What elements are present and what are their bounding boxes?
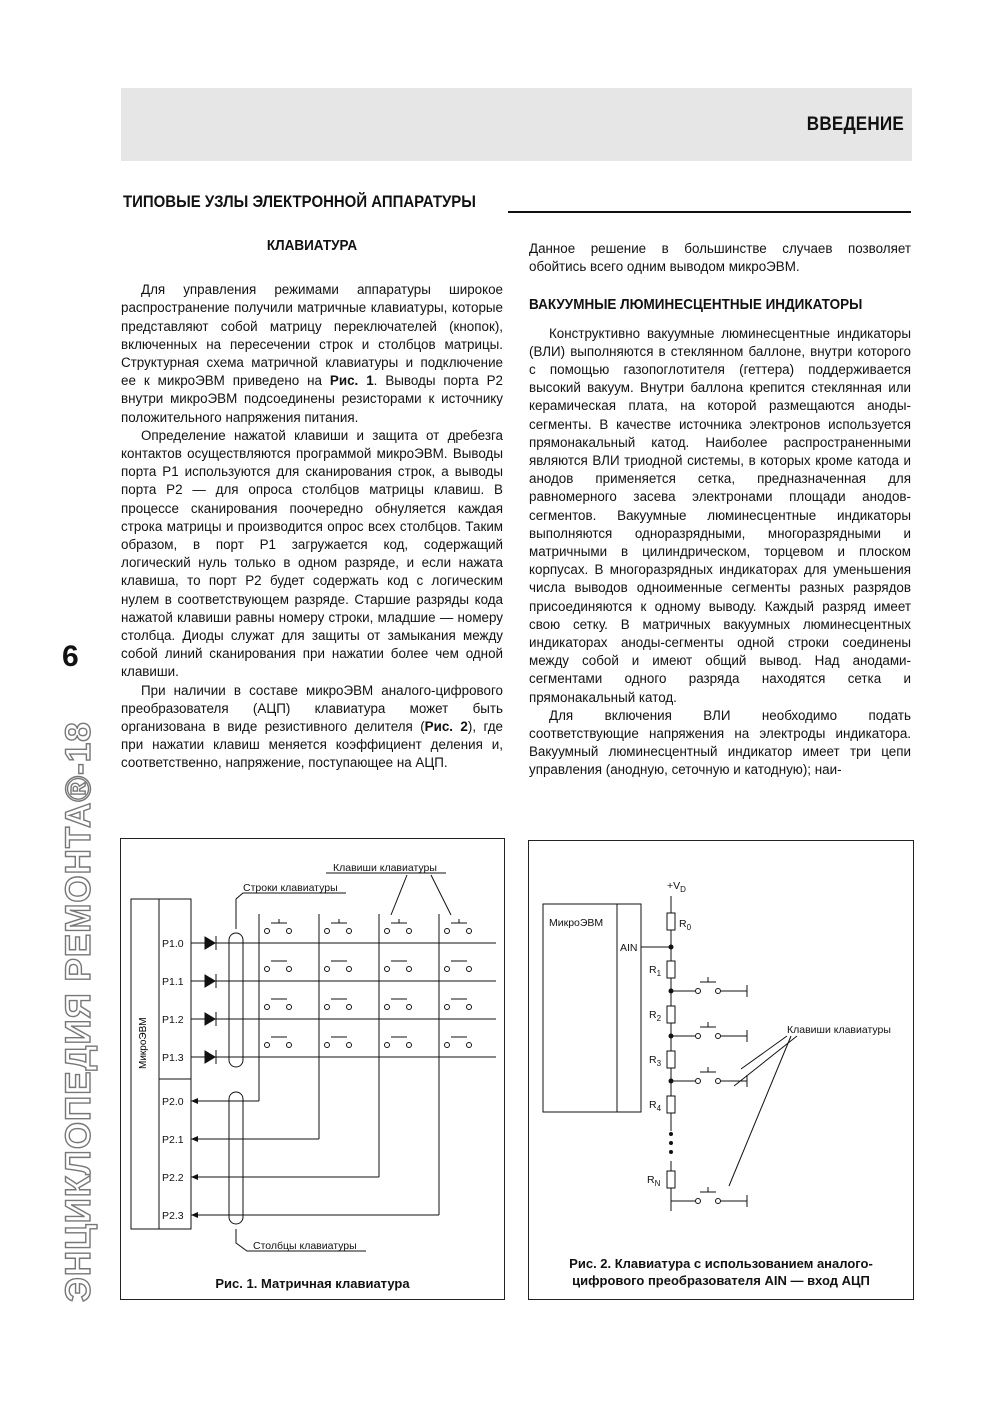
keys-label: Клавиши клавиатуры <box>787 1024 891 1036</box>
port-label: P1.2 <box>162 1014 184 1026</box>
resistor-label: $R_0$ <box>679 918 692 932</box>
port-label: P1.0 <box>162 938 184 950</box>
keyboard-paragraph-1: Для управления режимами аппаратуры широкое распространение получили матричные клавиатуры, которые представляют собой матрицу переключателей (кнопок), включенных на пересечении строк и столбцов матрицы. Структурная схема матричной клавиатуры и подключение ее к микроЭВМ приведено на Рис. 1. Выводы порта P2 внутри микроЭВМ подсоединены резисторами к источнику положительного напряжения питания. <box>121 282 504 425</box>
port-label: P1.3 <box>162 1052 184 1064</box>
title-rule <box>508 211 911 213</box>
port-label: P2.3 <box>162 1210 184 1222</box>
adc-keyboard-diagram <box>529 841 913 1299</box>
port-label: P2.0 <box>162 1096 184 1108</box>
port-label: P2.1 <box>162 1134 184 1146</box>
resistor-label: $R_1$ <box>649 964 662 978</box>
figure-1-caption: Рис. 1. Матричная клавиатура <box>215 1276 410 1291</box>
matrix-keyboard-diagram <box>121 839 504 1299</box>
ain-label: AIN <box>620 942 638 954</box>
resistor-label: $R_N$ <box>647 1174 661 1188</box>
figure-ref: Рис. 1 <box>329 373 374 389</box>
port-label: P1.1 <box>162 976 184 988</box>
keys-label: Клавиши клавиатуры <box>333 862 437 874</box>
figure-ref: Рис. 2 <box>424 719 468 735</box>
section-title: ВВЕДЕНИЕ <box>806 114 904 135</box>
figure-2 <box>528 840 914 1300</box>
figure-1 <box>120 838 505 1300</box>
keyboard-paragraph-3: При наличии в составе микроЭВМ аналого-цифрового преобразователя (АЦП) клавиатура может быть организована в виде резистивного делителя (Рис. 2), где при нажатии клавиш меняется коэффициент деления и, соответственно, напряжение, поступающее на АЦП. <box>121 682 503 771</box>
resistor-label: $R_3$ <box>649 1054 662 1068</box>
keyboard-paragraph-2: Определение нажатой клавиши и защита от дребезга контактов осуществляются программой микроЭВМ. Выводы порта P1 используются для сканирования строк, а выводы порта P2 — для опроса столбцов матрицы клавиш. В процессе сканирования поочередно обнуляется каждая строка матрицы и производится опрос всех столбцов. Таким образом, в порт P1 загружается код, содержащий логический нуль только в одном разряде, и если нажата клавиша, то порт P2 будет содержать код с логическим нулем в соответствующем разряде. Старшие разряды кода нажатой клавиши равны номеру строки, младшие — номеру столбца. Диоды служат для защиты от замыкания между собой линий сканирования при нажатии более чем одной клавиши. <box>121 427 503 680</box>
keyboard-paragraph-4: Данное решение в большинстве случаев позволяет обойтись всего одним выводом микроЭВМ. <box>529 241 911 275</box>
header-band <box>121 88 912 161</box>
rows-label: Строки клавиатуры <box>243 882 338 894</box>
side-running-title: ЭНЦИКЛОПЕДИЯ РЕМОНТА®-18 <box>59 721 98 1302</box>
left-column <box>121 237 503 773</box>
chapter-title: ТИПОВЫЕ УЗЛЫ ЭЛЕКТРОННОЙ АППАРАТУРЫ <box>123 192 476 211</box>
mcu-label: МикроЭВМ <box>138 1017 149 1069</box>
vd-label: $+V_D$ <box>667 880 686 894</box>
keyboard-heading: КЛАВИАТУРА <box>266 237 358 254</box>
cols-label: Столбцы клавиатуры <box>253 1240 357 1252</box>
mcu-label: МикроЭВМ <box>549 917 604 929</box>
vli-paragraph-2: Для включения ВЛИ необходимо подать соответствующие напряжения на электроды индикатора. Вакуумный люминесцентный индикатор имеет три цепи управления (анодную, сеточную и катодную); наи- <box>529 707 911 778</box>
right-column <box>529 240 911 780</box>
page-number: 6 <box>62 640 79 673</box>
port-label: P2.2 <box>162 1172 184 1184</box>
resistor-label: $R_2$ <box>649 1009 662 1023</box>
vli-paragraph-1: Конструктивно вакуумные люминесцентные индикаторы (ВЛИ) выполняются в стеклянном баллоне, внутри которого с помощью газопоглотителя (геттера) поддерживается высокий вакуум. Внутри баллона крепится стеклянная или керамическая плата, на которой размещаются аноды-сегменты. В качестве источника электронов используется прямонакальный катод. Наиболее распространенными являются ВЛИ триодной системы, в которых кроме катода и анодов применяется сетка, предназначенная для равномерного засева электронами площади анодов-сегментов. Вакуумные люминесцентные индикаторы выполняются одноразрядными, многоразрядными и матричными в цилиндрическом, торцевом и плоском корпусах. В многоразрядных индикаторах для уменьшения числа выводов одноименные сегменты разных разрядов присоединяются к одному выводу. Каждый разряд имеет свою сетку. В матричных вакуумных люминесцентных индикаторах аноды-сегменты одной строки соединены между собой и имеют общий вывод. Над анодами-сегментами одного разряда находятся сетка и прямонакальный катод. <box>529 325 911 705</box>
vli-heading: ВАКУУМНЫЕ ЛЮМИНЕСЦЕНТНЫЕ ИНДИКАТОРЫ <box>529 296 863 314</box>
resistor-label: $R_4$ <box>649 1099 662 1113</box>
figure-2-caption: Рис. 2. Клавиатура с использованием аналого- цифрового преобразователя AIN — вход АЦП <box>569 1256 873 1288</box>
